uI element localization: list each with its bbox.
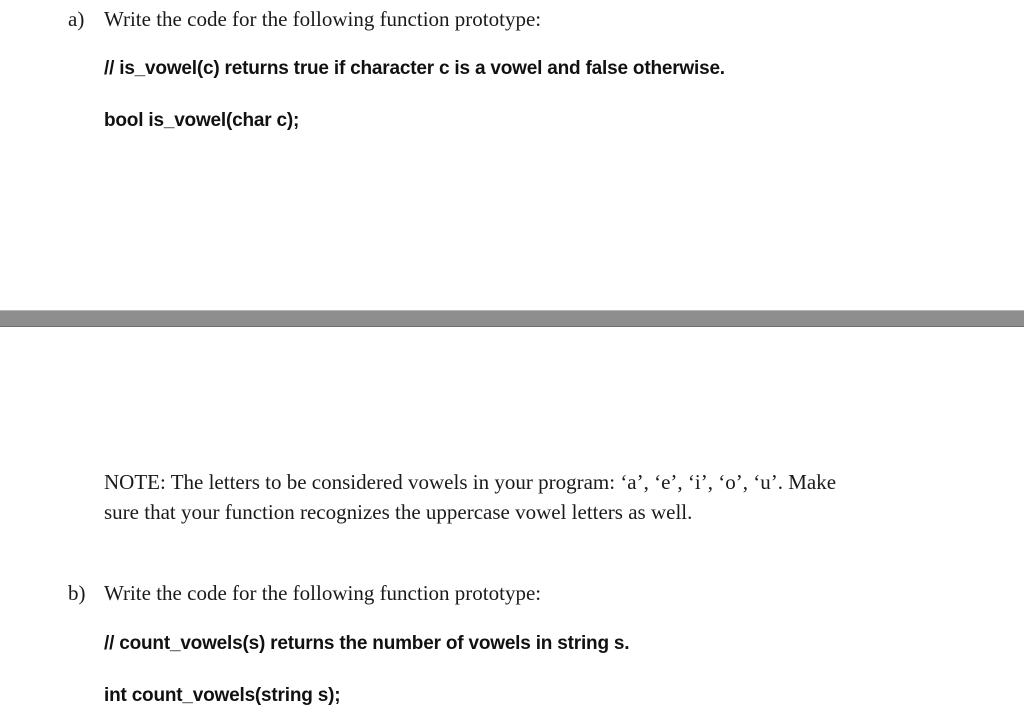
part-b-comment: // count_vowels(s) returns the number of vowels in string s. bbox=[104, 633, 630, 654]
note-line-1: NOTE: The letters to be considered vowels in your program: ‘a’, ‘e’, ‘i’, ‘o’, ‘u’. Make bbox=[104, 470, 837, 494]
part-a-instruction: Write the code for the following function prototype: bbox=[104, 7, 542, 31]
part-a-comment: // is_vowel(c) returns true if character c is a vowel and false otherwise. bbox=[104, 58, 725, 79]
part-a-marker: a) bbox=[68, 7, 85, 31]
part-b-marker: b) bbox=[68, 581, 86, 605]
section-divider bbox=[0, 310, 1024, 327]
part-a-prototype: bool is_vowel(char c); bbox=[104, 110, 300, 131]
part-b-prototype: int count_vowels(string s); bbox=[104, 685, 341, 706]
note-line-2: sure that your function recognizes the uppercase vowel letters as well. bbox=[104, 500, 693, 524]
note-paragraph bbox=[104, 467, 934, 527]
part-b-instruction: Write the code for the following function prototype: bbox=[104, 581, 542, 605]
